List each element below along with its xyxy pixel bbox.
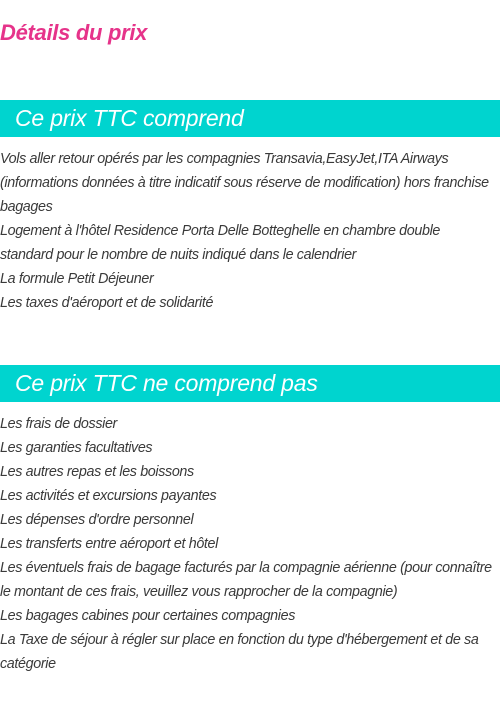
excluded-list — [0, 412, 500, 676]
excluded-item: Les frais de dossier — [0, 416, 117, 432]
excluded-item: Les transferts entre aéroport et hôtel — [0, 536, 218, 552]
excluded-item: Les éventuels frais de bagage facturés par la compagnie aérienne (pour connaître le montant de ces frais, veuillez vous rapprocher de la compagnie) — [0, 560, 492, 600]
included-list — [0, 147, 500, 315]
included-item: Logement à l'hôtel Residence Porta Delle Botteghelle en chambre double standard pour le nombre de nuits indiqué dans le calendrier — [0, 223, 441, 263]
included-section-header: Ce prix TTC comprend — [0, 100, 500, 137]
excluded-item: La Taxe de séjour à régler sur place en fonction du type d'hébergement et de sa catégorie — [0, 632, 479, 672]
included-item: Les taxes d'aéroport et de solidarité — [0, 295, 214, 311]
included-item: Vols aller retour opérés par les compagnies Transavia,EasyJet,ITA Airways (informations données à titre indicatif sous réserve de modification) hors franchise bagages — [0, 151, 489, 215]
page-title: Détails du prix — [0, 20, 148, 45]
included-item: La formule Petit Déjeuner — [0, 271, 154, 287]
excluded-item: Les garanties facultatives — [0, 440, 153, 456]
excluded-item: Les bagages cabines pour certaines compagnies — [0, 608, 296, 624]
excluded-item: Les autres repas et les boissons — [0, 464, 194, 480]
excluded-section-header: Ce prix TTC ne comprend pas — [0, 365, 500, 402]
excluded-item: Les dépenses d'ordre personnel — [0, 512, 194, 528]
excluded-item: Les activités et excursions payantes — [0, 488, 217, 504]
